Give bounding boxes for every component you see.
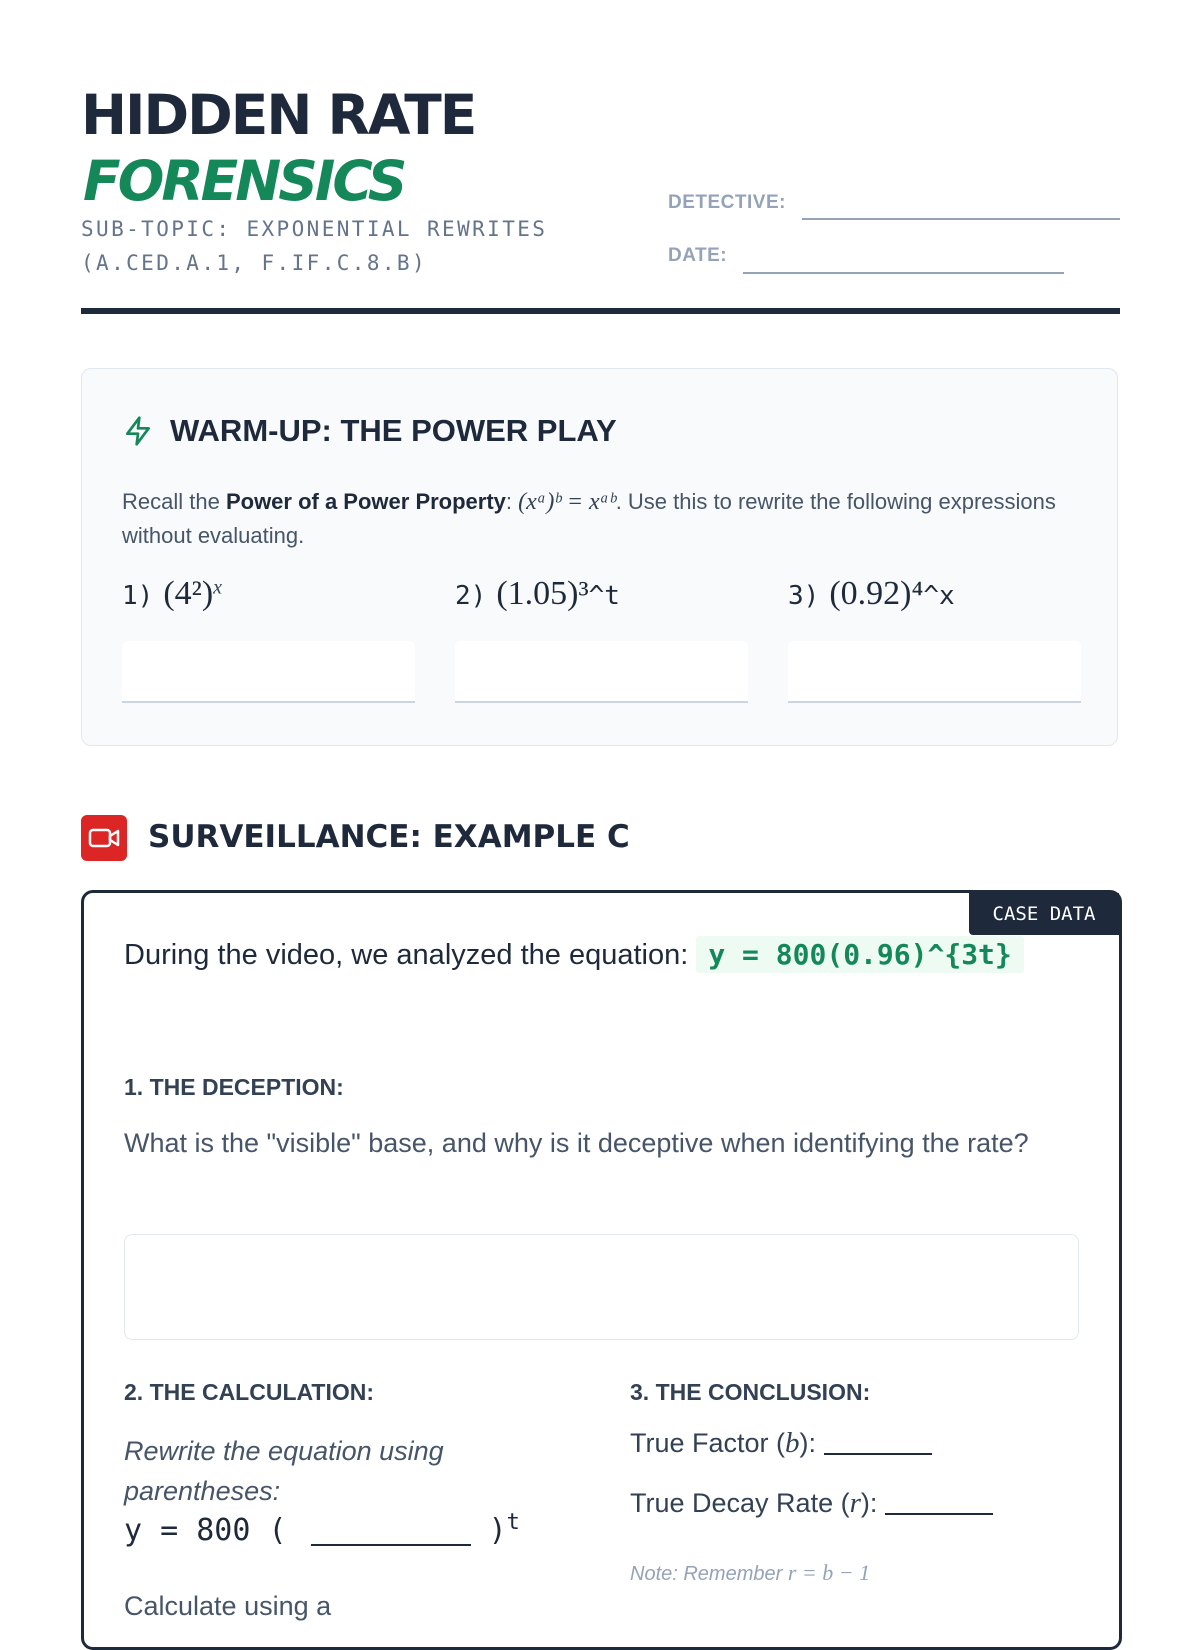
problem-tail: ^t	[588, 581, 620, 611]
title-main: HIDDEN RATE	[81, 83, 476, 147]
power-property-formula: (xᵃ)ᵇ = xᵃᵇ	[518, 489, 616, 515]
case-intro	[124, 929, 1024, 981]
warmup-answer-3[interactable]	[788, 641, 1081, 703]
problem-number: 2)	[455, 581, 487, 611]
warmup-text-start: Recall the	[122, 489, 226, 514]
deception-answer-box[interactable]	[124, 1234, 1079, 1340]
calc-exponent: t	[506, 1510, 520, 1535]
subtopic-line-2: (A.CED.A.1, F.IF.C.8.B)	[81, 251, 427, 275]
problem-expression: (4²)	[163, 575, 214, 612]
conclusion-heading: 3. THE CONCLUSION:	[630, 1379, 871, 1405]
calc-blank[interactable]	[311, 1544, 471, 1546]
case-equation: y = 800(0.96)^{3t}	[696, 936, 1023, 973]
true-rate-blank[interactable]	[885, 1513, 993, 1515]
case-data-tag: CASE DATA	[969, 893, 1119, 935]
subtopic	[81, 212, 547, 280]
warmup-problem-1	[122, 575, 222, 613]
video-camera-icon	[81, 815, 127, 861]
true-rate-label: True Decay Rate (	[630, 1488, 850, 1518]
true-factor-blank[interactable]	[824, 1453, 932, 1455]
lightning-bolt-icon	[122, 415, 154, 447]
detective-label: DETECTIVE:	[668, 192, 786, 213]
calculation-instruction: Rewrite the equation using parentheses:	[124, 1436, 444, 1506]
worksheet-header	[81, 82, 1120, 312]
case-card	[81, 890, 1122, 1650]
problem-exponent: x	[213, 576, 223, 599]
intro-text: During the video, we analyzed the equation:	[124, 939, 697, 971]
true-rate-label-end: ):	[860, 1488, 878, 1518]
problem-number: 1)	[122, 581, 154, 611]
detective-field[interactable]	[802, 218, 1120, 220]
rate-variable: r	[849, 1487, 861, 1519]
warmup-problem-2	[455, 575, 620, 613]
problem-tail: ^x	[923, 581, 955, 611]
surveillance-title: SURVEILLANCE: EXAMPLE C	[148, 819, 630, 855]
calculation-heading: 2. THE CALCULATION:	[124, 1379, 375, 1405]
warmup-text-end: . Use this to rewrite the following expressions without evaluating.	[122, 489, 1056, 548]
warmup-answer-2[interactable]	[455, 641, 748, 703]
warmup-title: WARM-UP: THE POWER PLAY	[170, 413, 617, 448]
warmup-answer-1[interactable]	[122, 641, 415, 703]
warmup-problem-3	[788, 575, 955, 613]
date-field[interactable]	[743, 272, 1064, 274]
conclusion-note	[630, 1560, 870, 1586]
calc-prefix: y = 800 (	[124, 1513, 287, 1548]
date-label: DATE:	[668, 245, 728, 266]
note-text: Note: Remember	[630, 1563, 788, 1585]
calc-suffix: )	[488, 1513, 507, 1548]
calculation-followup-text: Calculate using a	[124, 1591, 332, 1621]
warmup-text-colon: :	[505, 489, 519, 514]
problem-expression: (1.05)³	[496, 575, 589, 612]
deception-heading: 1. THE DECEPTION:	[124, 1074, 344, 1100]
problem-number: 3)	[788, 581, 820, 611]
header-divider	[81, 308, 1120, 314]
title-accent: FORENSICS	[83, 149, 405, 213]
property-name: Power of a Power Property	[225, 489, 506, 514]
true-factor-label-end: ):	[799, 1428, 817, 1458]
true-factor-row	[630, 1427, 932, 1460]
warmup-instructions	[122, 485, 1082, 553]
note-formula: r = b − 1	[787, 1560, 871, 1585]
subtopic-line-1: SUB-TOPIC: EXPONENTIAL REWRITES	[81, 217, 548, 241]
video-camera-glyph	[81, 815, 127, 861]
warmup-section	[81, 368, 1118, 746]
problem-expression: (0.92)⁴	[829, 575, 924, 612]
factor-variable: b	[785, 1427, 800, 1459]
deception-question: What is the "visible" base, and why is it deceptive when identifying the rate?	[124, 1128, 1029, 1158]
calculation-equation	[124, 1510, 520, 1548]
true-rate-row	[630, 1487, 993, 1520]
true-factor-label: True Factor (	[630, 1428, 786, 1458]
